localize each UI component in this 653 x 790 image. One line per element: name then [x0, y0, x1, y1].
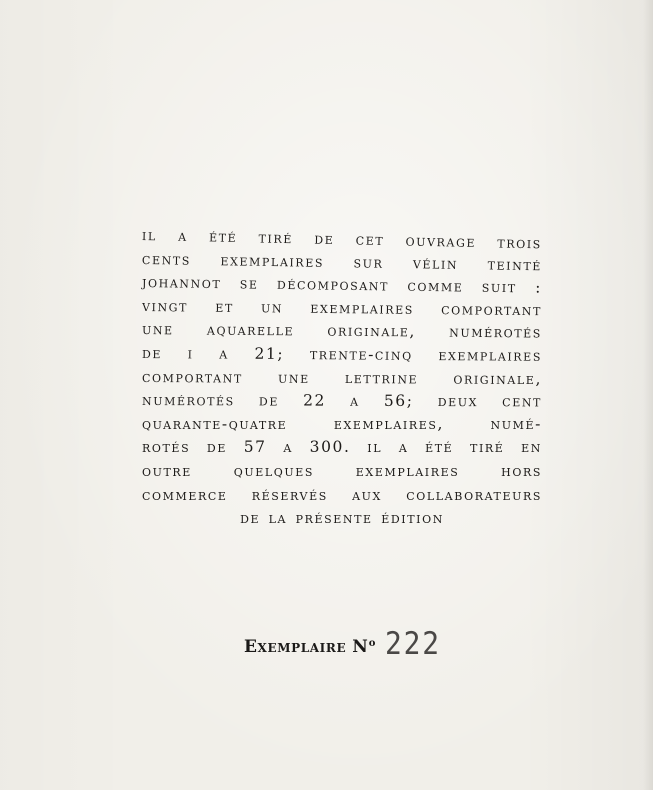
colophon-line: comportant une lettrine originale, — [141, 367, 543, 388]
colophon-justification-text — [142, 224, 542, 531]
number-abbreviation-superscript: o — [368, 637, 376, 649]
colophon-line: vingt et un exemplaires comportant — [141, 296, 543, 319]
colophon-line: quarante-quatre exemplaires, numé- — [142, 414, 542, 433]
colophon-line: outre quelques exemplaires hors — [142, 461, 542, 480]
number-abbreviation: N — [352, 637, 368, 657]
copy-label: Exemplaire — [244, 637, 347, 657]
colophon-line: commerce réservés aux collaborateurs — [142, 485, 542, 504]
stamped-copy-number: 222 — [385, 626, 442, 662]
colophon-line: johannot se décomposant comme suit : — [141, 273, 543, 297]
colophon-line: rotés de 57 a 300. il a été tiré en — [142, 438, 542, 457]
colophon-line: une aquarelle originale, numérotés — [141, 320, 543, 342]
colophon-line: numérotés de 22 a 56; deux cent — [141, 391, 543, 411]
page-edge-shadow — [643, 0, 653, 790]
colophon-line: de i a 21; trente-cinq exemplaires — [141, 343, 543, 365]
colophon-line: il a été tiré de cet ouvrage trois — [141, 226, 543, 253]
copy-number — [244, 626, 447, 666]
colophon-line: de la présente édition — [240, 509, 444, 528]
colophon-line: cents exemplaires sur vélin teinté — [141, 249, 543, 274]
